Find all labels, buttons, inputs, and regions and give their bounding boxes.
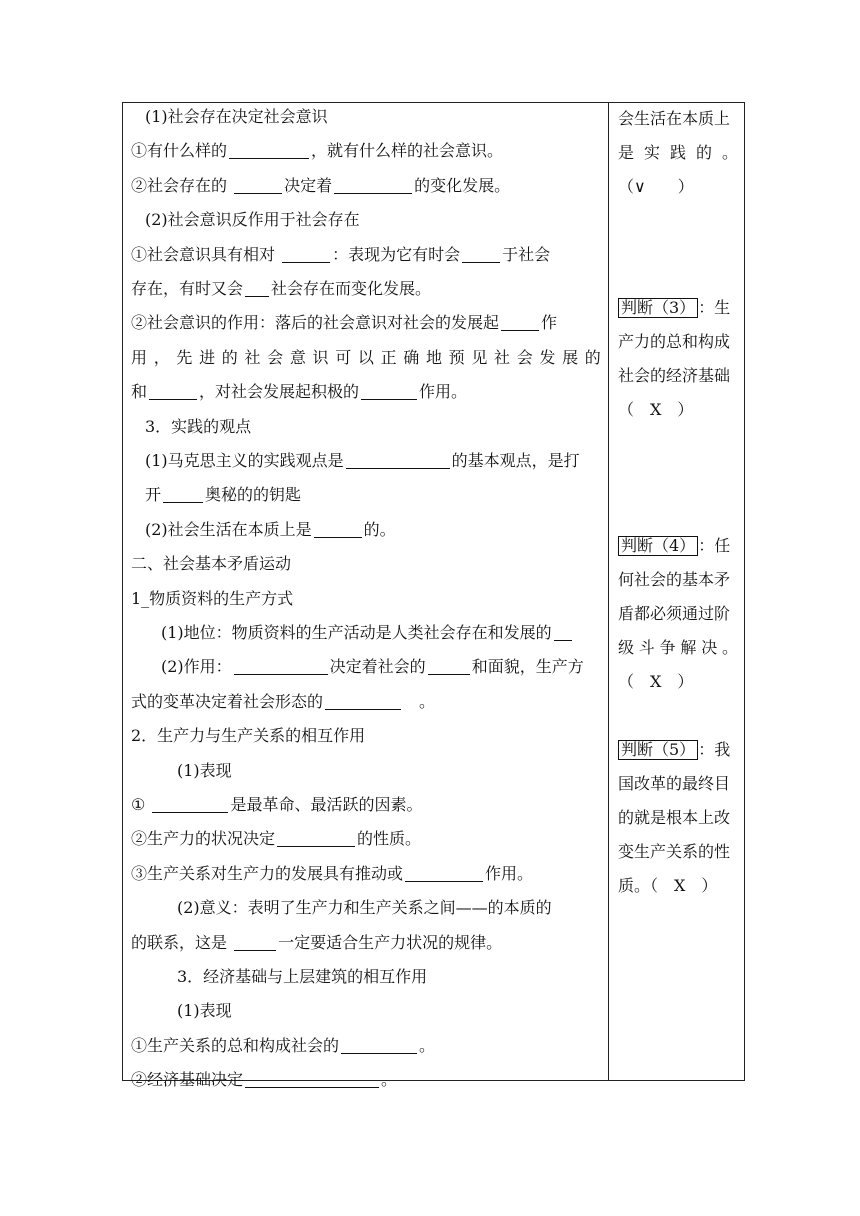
- judgment-heading: [618, 740, 730, 760]
- judgment-text: ：我: [698, 739, 731, 759]
- text-segment: 。: [419, 1035, 436, 1055]
- judgment-label: 判断（4）: [618, 536, 698, 556]
- text-segment: ，对社会发展起积极的: [199, 382, 360, 402]
- fill-blank[interactable]: [334, 177, 412, 194]
- text-segment: 存在，有时又会: [131, 279, 244, 298]
- fill-blank[interactable]: [554, 624, 572, 641]
- text-segment: 决定着社会的: [329, 657, 426, 677]
- text-segment: 和面貌，生产方: [471, 657, 584, 677]
- judgment-heading: [618, 536, 730, 556]
- text-segment: ①生产关系的总和构成社会的: [131, 1035, 340, 1055]
- note-line: [131, 245, 550, 265]
- fill-blank[interactable]: [341, 1037, 417, 1054]
- judgment-text: ：生: [698, 297, 731, 317]
- text-segment: (1)马克思主义的实践观点是: [145, 451, 344, 470]
- text-segment: 奥秘的的钥匙: [205, 485, 302, 505]
- note-line: (1)表现: [177, 1001, 232, 1021]
- judgment-line: 会生活在本质上: [618, 109, 731, 128]
- text-segment: 开: [145, 485, 162, 505]
- note-line: [131, 279, 431, 299]
- text-segment: 作: [541, 313, 558, 333]
- note-line: (1)社会存在决定社会意识: [145, 107, 328, 126]
- fill-blank[interactable]: [163, 486, 203, 503]
- note-line: 1_物质资料的生产方式: [131, 588, 294, 608]
- note-line: 3．经济基础与上层建筑的相互作用: [177, 967, 428, 986]
- judgment-line: 产力的总和构成: [618, 331, 731, 351]
- fill-blank[interactable]: [361, 383, 417, 400]
- note-line: [131, 1070, 397, 1090]
- text-segment: (2)社会生活在本质上是: [145, 519, 312, 539]
- note-line: [131, 1036, 435, 1056]
- judgment-line: 质。（ X ）: [618, 875, 718, 895]
- text-segment: (2)作用：: [161, 657, 232, 677]
- note-line: [131, 176, 510, 196]
- fill-blank[interactable]: [149, 383, 197, 400]
- text-segment: 的性质。: [357, 829, 422, 849]
- text-segment: 作用。: [419, 382, 468, 402]
- text-segment: 的变化发展。: [414, 175, 511, 195]
- judgment-line: 社会的经济基础: [618, 365, 731, 385]
- text-segment: 式的变革决定着社会形态的: [131, 691, 324, 711]
- judgment-line: 变生产关系的性: [618, 841, 731, 861]
- note-line: [161, 657, 584, 677]
- note-line: [161, 623, 574, 643]
- judgment-line: （∨ ）: [618, 177, 694, 196]
- text-segment: 的基本观点，是打: [451, 451, 580, 470]
- text-segment: ②社会意识的作用：落后的社会意识对社会的发展起: [131, 313, 500, 333]
- text-segment: ②经济基础决定: [131, 1070, 244, 1090]
- fill-blank[interactable]: [234, 177, 282, 194]
- note-line: [131, 141, 503, 161]
- text-segment: ②社会存在的: [131, 175, 233, 195]
- text-segment: ①有什么样的: [131, 141, 228, 161]
- fill-blank[interactable]: [428, 658, 470, 675]
- text-segment: 的联系，这是: [131, 932, 233, 952]
- fill-blank[interactable]: [234, 934, 276, 951]
- text-segment: 。: [381, 1070, 398, 1090]
- text-segment: ②生产力的状况决定: [131, 829, 276, 849]
- judgment-line: 盾都必须通过阶: [618, 603, 731, 623]
- column-divider: [608, 103, 609, 1080]
- fill-blank[interactable]: [245, 1071, 379, 1088]
- judgment-line: 的就是根本上改: [618, 807, 731, 827]
- note-line: [131, 313, 557, 333]
- text-segment: 决定着: [284, 175, 333, 195]
- text-segment: 作用。: [485, 863, 534, 883]
- fill-blank[interactable]: [405, 865, 483, 882]
- fill-blank[interactable]: [501, 314, 539, 331]
- judgment-line: 何社会的基本矛: [618, 569, 731, 589]
- text-segment: ，就有什么样的社会意识。: [311, 141, 504, 161]
- text-segment: 一定要适合生产力状况的规律。: [278, 932, 503, 952]
- fill-blank[interactable]: [282, 246, 330, 263]
- note-line: (1)表现: [177, 760, 232, 780]
- fill-blank[interactable]: [152, 796, 228, 813]
- fill-blank[interactable]: [277, 830, 355, 847]
- note-line: 3．实践的观点: [145, 416, 252, 436]
- fill-blank[interactable]: [245, 280, 269, 297]
- fill-blank[interactable]: [234, 658, 328, 675]
- note-line: 2．生产力与生产关系的相互作用: [131, 726, 366, 746]
- judgment-text: ：任: [698, 535, 731, 555]
- judgment-line: 级 斗 争 解 决 。: [618, 637, 738, 657]
- note-line: [131, 864, 533, 884]
- fill-blank[interactable]: [325, 693, 401, 710]
- text-segment: (1)地位：物质资料的生产活动是人类社会存在和发展的: [161, 623, 552, 642]
- fill-blank[interactable]: [346, 452, 450, 469]
- note-line: (2)社会意识反作用于社会存在: [145, 210, 360, 230]
- judgment-label: 判断（3）: [618, 298, 698, 318]
- text-segment: 于社会: [502, 244, 551, 264]
- note-line: 用 ， 先 进 的 社 会 意 识 可 以 正 确 地 预 见 社 会 发 展 的: [131, 347, 601, 367]
- judgment-line: （ X ）: [618, 671, 694, 691]
- text-segment: ①社会意识具有相对: [131, 244, 281, 264]
- note-line: [131, 795, 422, 815]
- content-table: [122, 102, 745, 1090]
- text-segment: 的。: [363, 519, 396, 539]
- text-segment: 。: [403, 691, 436, 711]
- text-segment: 是最革命、最活跃的因素。: [230, 795, 423, 814]
- note-line: 二、社会基本矛盾运动: [131, 554, 292, 574]
- fill-blank[interactable]: [229, 142, 309, 159]
- note-line: [131, 382, 467, 402]
- note-line: [131, 692, 435, 712]
- judgment-label: 判断（5）: [618, 740, 698, 760]
- judgment-line: （ X ）: [618, 399, 694, 419]
- judgment-line: 是 实 践 的 。: [618, 143, 738, 162]
- text-segment: 和: [131, 382, 148, 402]
- note-line: (2)意义：表明了生产力和生产关系之间——的本质的: [177, 898, 552, 918]
- text-segment: ：表现为它有时会: [332, 244, 461, 264]
- note-line: [145, 520, 396, 540]
- note-line: [145, 485, 301, 505]
- text-segment: ①: [131, 795, 151, 814]
- fill-blank[interactable]: [314, 521, 362, 538]
- note-line: [145, 451, 580, 471]
- judgment-heading: [618, 298, 730, 318]
- note-line: [131, 933, 502, 953]
- fill-blank[interactable]: [462, 246, 500, 263]
- text-segment: ③生产关系对生产力的发展具有推动或: [131, 863, 404, 883]
- text-segment: 社会存在而变化发展。: [271, 279, 432, 298]
- note-line: [131, 829, 421, 849]
- judgment-line: 国改革的最终目: [618, 773, 731, 793]
